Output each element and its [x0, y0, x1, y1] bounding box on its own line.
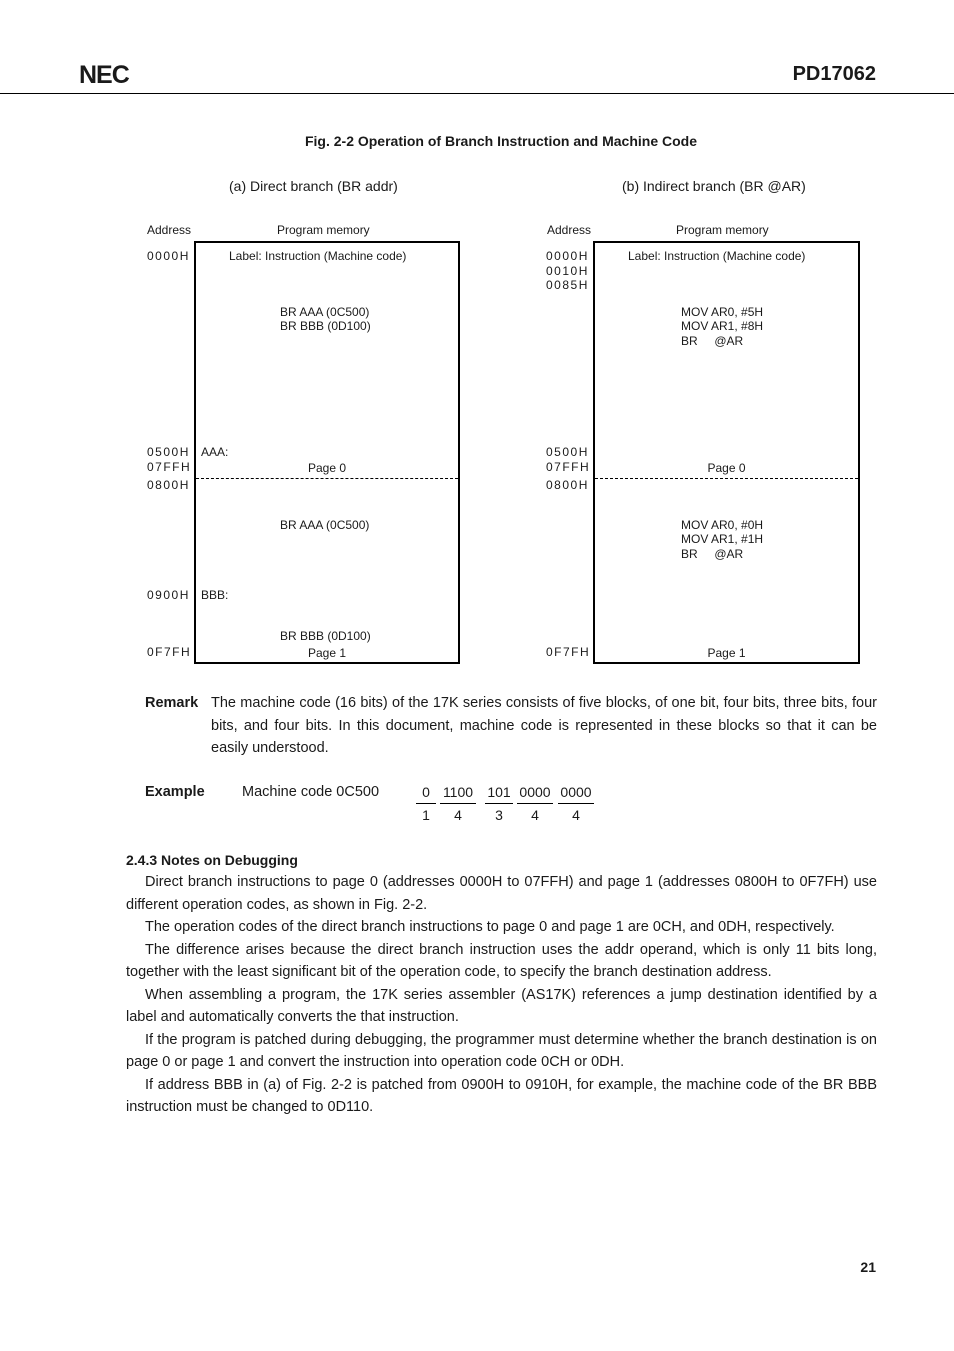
body-paragraph: When assembling a program, the 17K series assembler (AS17K) references a jump destination identified by a label and automatically converts the that instruction. — [126, 986, 877, 1025]
panel-b-header-row: Label: Instruction (Machine code) — [628, 249, 806, 263]
code-block-underline — [485, 803, 513, 804]
panel-a-code-line: BR BBB (0D100) — [280, 629, 371, 643]
panel-b-page1-label: Page 1 — [707, 646, 746, 660]
panel-b-addr-0f7fh: 0F7FH — [546, 645, 591, 659]
panel-b-subtitle: (b) Indirect branch (BR @AR) — [622, 178, 806, 194]
panel-b-code-line: BR @AR — [681, 547, 744, 561]
body-paragraph: The difference arises because the direct branch instruction uses the addr operand, which is only 11 bits long, together with the least significant bit of the operation code, to specify the branch destination address. — [126, 941, 877, 980]
code-block: 1100 — [442, 784, 474, 800]
panel-b-addr-0085h: 0085H — [546, 278, 589, 292]
panel-b-addr-0010h: 0010H — [546, 264, 589, 278]
code-block: 0000 — [560, 784, 592, 800]
remark-text: The machine code (16 bits) of the 17K series consists of five blocks, of one bit, four bits, three bits, four bits, and four bits. In this document, machine code is represented in these blocks so that it can be easily understood. — [211, 695, 877, 756]
panel-a-page0-label: Page 0 — [307, 461, 347, 475]
panel-b-page0-label: Page 0 — [707, 461, 746, 475]
panel-a-code-line: BR AAA (0C500) — [280, 518, 370, 532]
panel-a-addr-07ffh: 07FFH — [147, 460, 192, 474]
panel-a-addr-0f7fh: 0F7FH — [147, 645, 192, 659]
panel-b-address-label: Address — [547, 223, 592, 237]
panel-a-code-line: BR AAA (0C500) — [280, 305, 370, 319]
notes-on-debugging-section — [126, 849, 877, 1119]
panel-a-addr-0500h: 0500H — [147, 445, 190, 459]
panel-a-code-line: BR BBB (0D100) — [280, 319, 371, 333]
code-block: 101 — [487, 784, 511, 800]
code-block: 0000 — [519, 784, 551, 800]
panel-a-page1-label: Page 1 — [307, 646, 347, 660]
body-paragraph: If address BBB in (a) of Fig. 2-2 is patched from 0900H to 0910H, for example, the machine code of the BR BBB instruction must be changed to 0D110. — [126, 1076, 877, 1115]
panel-b-page-divider — [595, 478, 858, 479]
code-block-width: 3 — [495, 807, 503, 823]
body-paragraph: The operation codes of the direct branch instructions to page 0 and page 1 are 0CH, and 0DH, respectively. — [145, 919, 835, 935]
panel-a-address-label: Address — [147, 223, 192, 237]
panel-b-code-line: MOV AR0, #5H — [681, 305, 764, 319]
panel-a-addr-0000h: 0000H — [147, 249, 190, 263]
panel-b-addr-0800h: 0800H — [546, 478, 589, 492]
panel-a-header-row: Label: Instruction (Machine code) — [229, 249, 407, 263]
code-block-width: 4 — [454, 807, 462, 823]
example-label: Example — [145, 784, 205, 800]
panel-a-page-divider — [196, 478, 458, 479]
panel-b-addr-0000h: 0000H — [546, 249, 589, 263]
code-block-width: 4 — [572, 807, 580, 823]
panel-a-subtitle: (a) Direct branch (BR addr) — [229, 178, 398, 194]
panel-a-label-bbb: BBB: — [201, 588, 229, 602]
code-block-underline — [416, 803, 436, 804]
code-block-underline — [517, 803, 553, 804]
panel-a-memory-label: Program memory — [277, 223, 370, 237]
code-block-underline — [440, 803, 476, 804]
panel-b-memory-label: Program memory — [676, 223, 769, 237]
page-number: 21 — [860, 1259, 876, 1275]
nec-logo: NEC — [79, 61, 129, 89]
panel-b-code-line: BR @AR — [681, 334, 744, 348]
body-paragraph: If the program is patched during debugging, the programmer must determine whether the branch destination is on page 0 or page 1 and convert the instruction into operation code 0CH or 0DH. — [126, 1031, 877, 1070]
code-block: 0 — [422, 784, 430, 800]
body-paragraph: Direct branch instructions to page 0 (addresses 0000H to 07FFH) and page 1 (addresses 0800H to 0F7FH) use different operation codes, as shown in Fig. 2-2. — [126, 874, 877, 913]
panel-a-addr-0900h: 0900H — [147, 588, 190, 602]
code-block-underline — [558, 803, 594, 804]
code-block-width: 4 — [531, 807, 539, 823]
panel-b-addr-07ffh: 07FFH — [546, 460, 591, 474]
panel-a-addr-0800h: 0800H — [147, 478, 190, 492]
panel-a-label-aaa: AAA: — [201, 445, 229, 459]
panel-b-addr-0500h: 0500H — [546, 445, 589, 459]
remark-label: Remark — [145, 695, 199, 711]
panel-b-code-line: MOV AR1, #8H — [681, 319, 764, 333]
panel-b-code-line: MOV AR1, #1H — [681, 532, 764, 546]
document-id: PD17062 — [792, 63, 876, 85]
header-rule — [0, 93, 954, 94]
panel-b-code-line: MOV AR0, #0H — [681, 518, 764, 532]
figure-title: Fig. 2-2 Operation of Branch Instruction and Machine Code — [304, 133, 698, 149]
code-block-width: 1 — [422, 807, 430, 823]
example-text: Machine code 0C500 — [242, 784, 380, 800]
section-heading: 2.4.3 Notes on Debugging — [126, 852, 298, 868]
